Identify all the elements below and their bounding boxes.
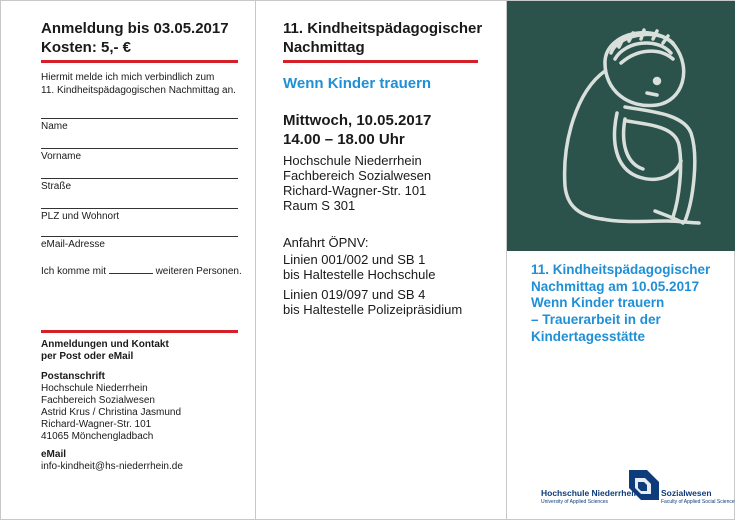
postal-line: Richard-Wagner-Str. 101 bbox=[41, 419, 152, 430]
event-title: 11. Kindheitspädagogischer Nachmittag bbox=[283, 20, 483, 56]
field-label: Name bbox=[41, 121, 68, 132]
field-line bbox=[41, 148, 238, 149]
logo-university-sub: University of Applied Sciences bbox=[541, 499, 608, 505]
email-heading: eMail bbox=[41, 449, 67, 460]
contact-heading: Anmeldungen und Kontakt per Post oder eMail bbox=[41, 339, 169, 362]
transit-route-1: Linien 001/002 und SB 1 bis Haltestelle Hochschule bbox=[283, 252, 436, 282]
email-link[interactable]: info-kindheit@hs-niederrhein.de bbox=[41, 461, 183, 472]
postal-address bbox=[41, 371, 181, 443]
transit-heading: Anfahrt ÖPNV: bbox=[283, 235, 369, 250]
guests-line: Ich komme mit weiteren Personen. bbox=[41, 266, 242, 277]
event-date: Mittwoch, 10.05.2017 bbox=[283, 112, 432, 129]
field-line bbox=[41, 118, 238, 119]
postal-heading: Postanschrift bbox=[41, 371, 105, 382]
cover-subtitle: Wenn Kinder trauern – Trauerarbeit in der Kindertagesstätte bbox=[531, 295, 665, 344]
logo-faculty-name: Sozialwesen bbox=[661, 488, 712, 498]
university-logo bbox=[541, 470, 733, 514]
red-rule-col1-top bbox=[41, 60, 238, 63]
plz-wohnort-field[interactable] bbox=[41, 208, 238, 222]
logo-university-name: Hochschule Niederrhein bbox=[541, 488, 639, 498]
postal-line: Hochschule Niederrhein bbox=[41, 383, 148, 394]
guest-count-blank[interactable] bbox=[109, 264, 153, 274]
transit-route-2: Linien 019/097 und SB 4 bis Haltestelle Polizeipräsidium bbox=[283, 287, 463, 317]
cover-title: 11. Kindheitspädagogischer Nachmittag am 10.05.2017 bbox=[531, 262, 711, 294]
red-rule-col2 bbox=[283, 60, 478, 63]
email-contact bbox=[41, 449, 183, 473]
strasse-field[interactable] bbox=[41, 178, 238, 192]
field-line bbox=[41, 178, 238, 179]
field-label: eMail-Adresse bbox=[41, 239, 105, 250]
red-rule-col1-bottom bbox=[41, 330, 238, 333]
field-line bbox=[41, 236, 238, 237]
name-field[interactable] bbox=[41, 118, 238, 132]
registration-intro: Hiermit melde ich mich verbindlich zum 11. Kindheitspädagogischen Nachmittag an. bbox=[41, 72, 236, 96]
vorname-field[interactable] bbox=[41, 148, 238, 162]
event-subtitle: Wenn Kinder trauern bbox=[283, 75, 432, 92]
postal-line: Astrid Krus / Christina Jasmund bbox=[41, 407, 182, 418]
logo-faculty-sub: Faculty of Applied Social Science bbox=[661, 499, 735, 505]
fold-line-1 bbox=[255, 1, 256, 519]
venue-address: Hochschule Niederrhein Fachbereich Sozialwesen Richard-Wagner-Str. 101 Raum S 301 bbox=[283, 153, 432, 213]
registration-heading: Anmeldung bis 03.05.2017 Kosten: 5,- € bbox=[41, 20, 229, 56]
postal-line: 41065 Mönchengladbach bbox=[41, 431, 154, 442]
field-line bbox=[41, 208, 238, 209]
event-datetime bbox=[283, 111, 431, 149]
postal-line: Fachbereich Sozialwesen bbox=[41, 395, 155, 406]
field-label: PLZ und Wohnort bbox=[41, 211, 120, 222]
field-label: Straße bbox=[41, 181, 72, 192]
email-field[interactable] bbox=[41, 236, 238, 250]
event-time: 14.00 – 18.00 Uhr bbox=[283, 131, 405, 148]
chalk-drawing-grieving-child bbox=[507, 1, 735, 251]
field-label: Vorname bbox=[41, 151, 82, 162]
